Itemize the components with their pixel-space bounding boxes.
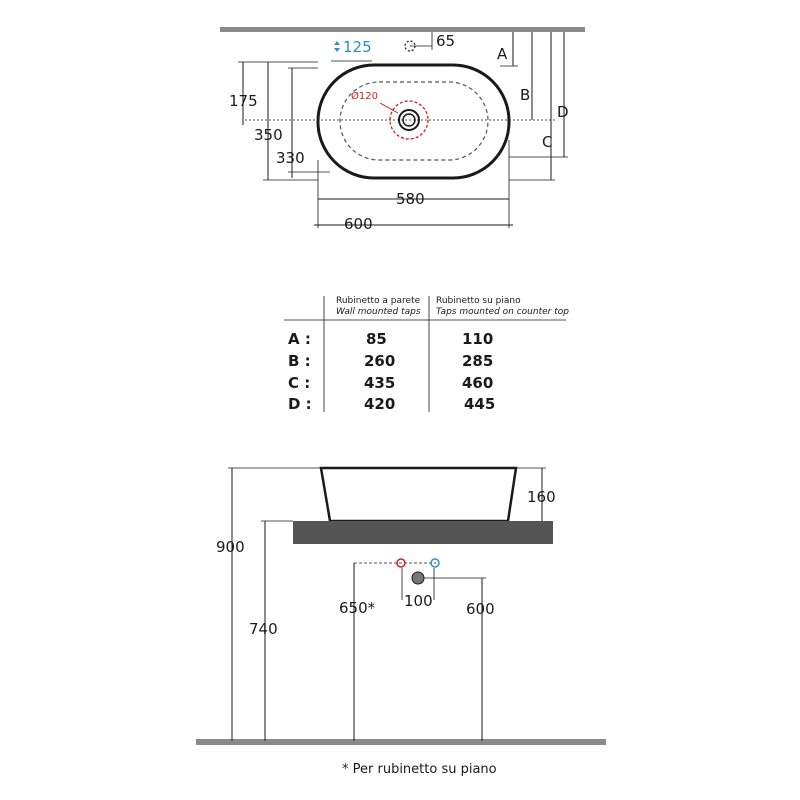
dim-740-value: 740 [249, 620, 278, 638]
dim-330-value: 330 [276, 149, 305, 167]
col2-subtitle: Taps mounted on counter top [436, 307, 569, 317]
updown-arrow-icon [334, 41, 340, 52]
dimension-table [284, 296, 569, 413]
col2-title: Rubinetto su piano [436, 296, 521, 306]
dim-600-drain-value: 600 [466, 600, 495, 618]
dim-160-value: 160 [527, 488, 556, 506]
label-b: B [520, 86, 531, 104]
row-counter-value: 285 [462, 352, 494, 370]
row-label: D : [288, 395, 312, 413]
label-d: D [557, 103, 569, 121]
table-row [288, 374, 493, 392]
dim-600-value: 600 [344, 215, 373, 233]
row-wall-value: 260 [364, 352, 396, 370]
dim-900-value: 900 [216, 538, 245, 556]
label-c: C [542, 133, 553, 151]
side-view [196, 468, 606, 745]
row-label: A : [288, 330, 311, 348]
row-label: B : [288, 352, 311, 370]
table-row [288, 330, 493, 348]
wall-line [220, 27, 585, 32]
row-counter-value: 460 [462, 374, 494, 392]
dim-350-value: 350 [254, 126, 283, 144]
dim-175-value: 175 [229, 92, 258, 110]
hole-leader-line [380, 103, 398, 113]
col1-subtitle: Wall mounted taps [336, 307, 421, 317]
hole-diameter-label: Ø120 [351, 91, 378, 102]
table-row [288, 352, 493, 370]
dim-100-value: 100 [404, 592, 433, 610]
floor-line [196, 739, 606, 745]
row-counter-value: 445 [464, 395, 496, 413]
row-wall-value: 435 [364, 374, 396, 392]
row-counter-value: 110 [462, 330, 494, 348]
row-wall-value: 85 [366, 330, 387, 348]
dim-650-value: 650* [339, 599, 376, 617]
label-a: A [497, 45, 508, 63]
table-row [288, 395, 495, 413]
footnote: * Per rubinetto su piano [342, 762, 497, 777]
basin-profile [321, 468, 516, 521]
row-label: C : [288, 374, 311, 392]
top-view [220, 27, 585, 233]
tap-offset-value: 65 [436, 32, 456, 50]
dim-580-value: 580 [396, 190, 425, 208]
row-wall-value: 420 [364, 395, 396, 413]
drain-connector-icon [412, 572, 424, 584]
col1-title: Rubinetto a parete [336, 296, 421, 306]
countertop [293, 521, 553, 544]
basin-outer-outline [318, 65, 509, 178]
drain-height-value: 125 [343, 38, 372, 56]
